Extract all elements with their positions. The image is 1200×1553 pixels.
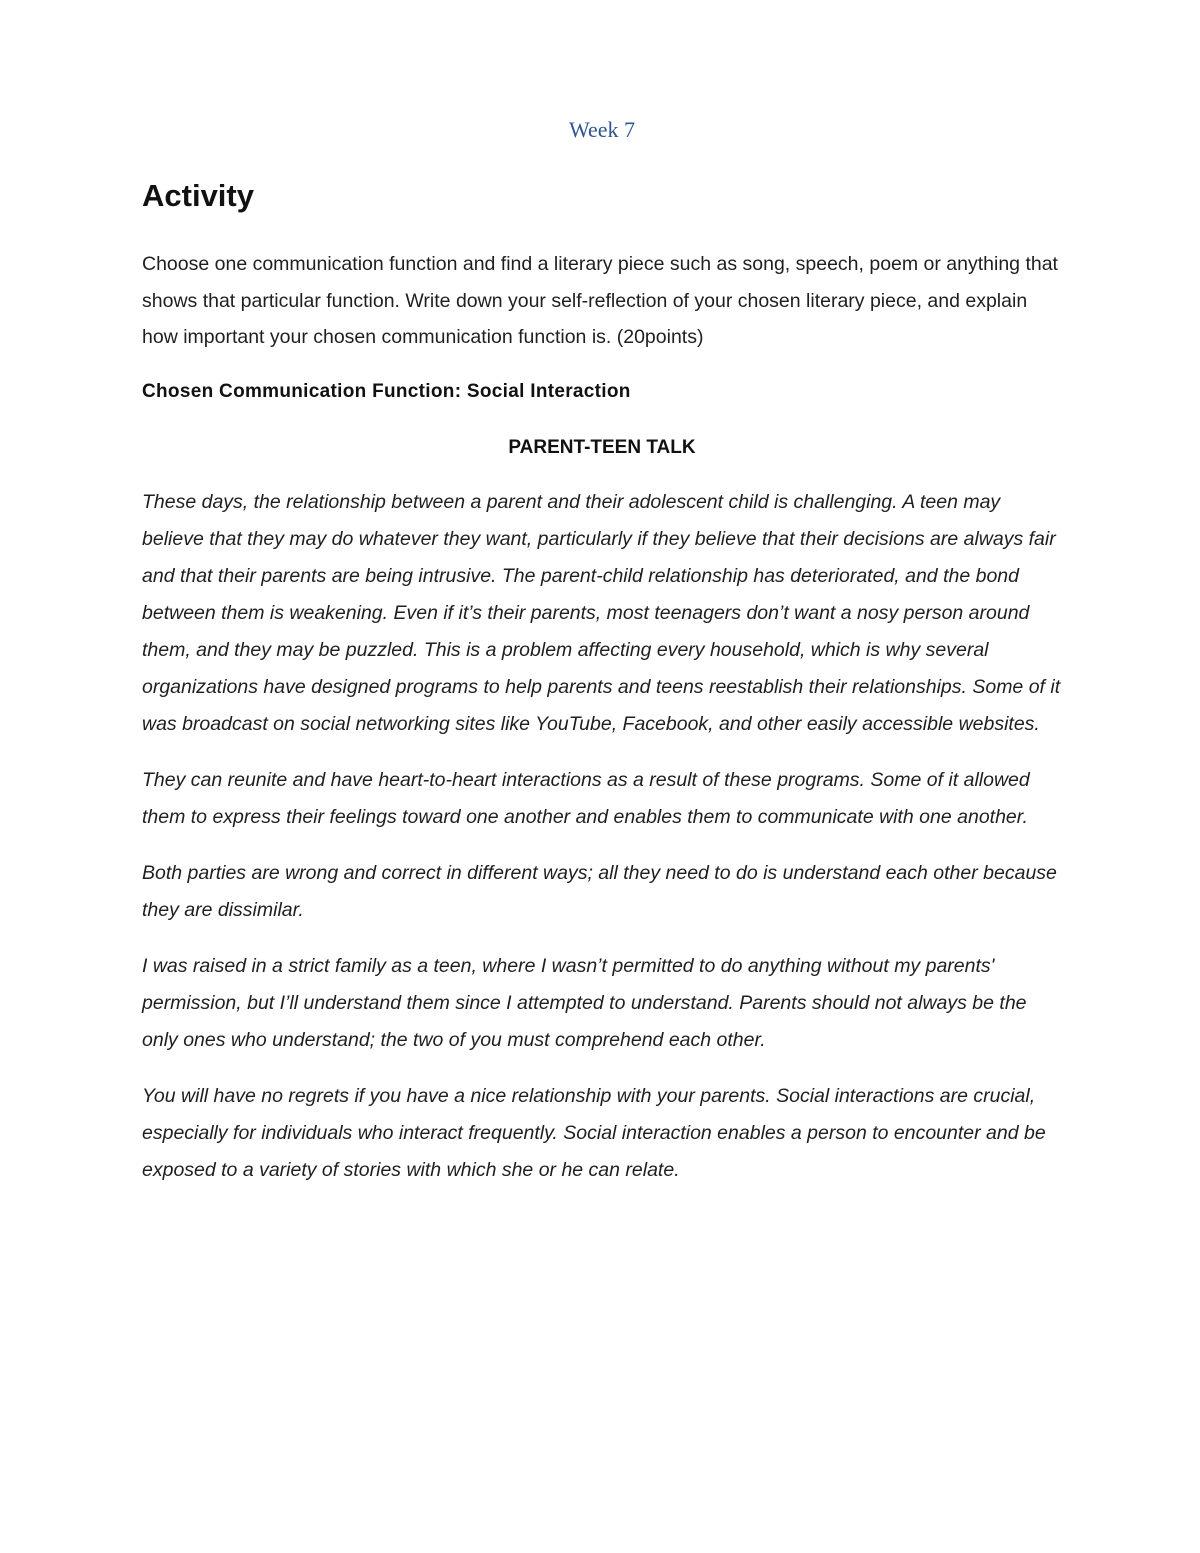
reflection-paragraph-5: You will have no regrets if you have a nice relationship with your parents. Social interactions are crucial, especially for individuals who interact frequently. Social interaction enables a person to encounter and be exposed to a variety of stories with which she or he can relate. — [142, 1084, 1046, 1181]
reflection-paragraph-1: These days, the relationship between a parent and their adolescent child is challenging. A teen may believe that they may do whatever they want, particularly if they believe that their decisions are always fair and that their parents are being intrusive. The parent-child relationship has deteriorated, and the bond between them is weakening. Even if it’s their parents, most teenagers don’t want a nosy person around them, and they may be puzzled. This is a problem affecting every household, which is why several organizations have designed programs to help parents and teens reestablish their relationships. Some of it was broadcast on social networking sites like YouTube, Facebook, and other easily accessible websites. — [142, 490, 1061, 735]
reflection-paragraph-2: They can reunite and have heart-to-heart interactions as a result of these programs. Some of it allowed them to express their feelings toward one another and enables them to communicate with one another. — [142, 768, 1030, 828]
reflection-paragraph-4: I was raised in a strict family as a teen, where I wasn’t permitted to do anything without my parents' permission, but I’ll understand them since I attempted to understand. Parents should not always be the only ones who understand; the two of you must comprehend each other. — [142, 954, 1027, 1051]
reflection-paragraph-3: Both parties are wrong and correct in different ways; all they need to do is understand each other because they are dissimilar. — [142, 861, 1057, 921]
week-heading: Week 7 — [568, 117, 636, 142]
instructions-paragraph: Choose one communication function and find a literary piece such as song, speech, poem or anything that shows that particular function. Write down your self-reflection of your chosen literary piece, and explain how important your chosen communication function is. (20points) — [142, 253, 1058, 348]
document-content — [142, 112, 1062, 1208]
literary-piece-title: PARENT-TEEN TALK — [508, 436, 696, 458]
activity-title: Activity — [142, 178, 254, 213]
chosen-function-heading: Chosen Communication Function: Social Interaction — [142, 380, 631, 402]
